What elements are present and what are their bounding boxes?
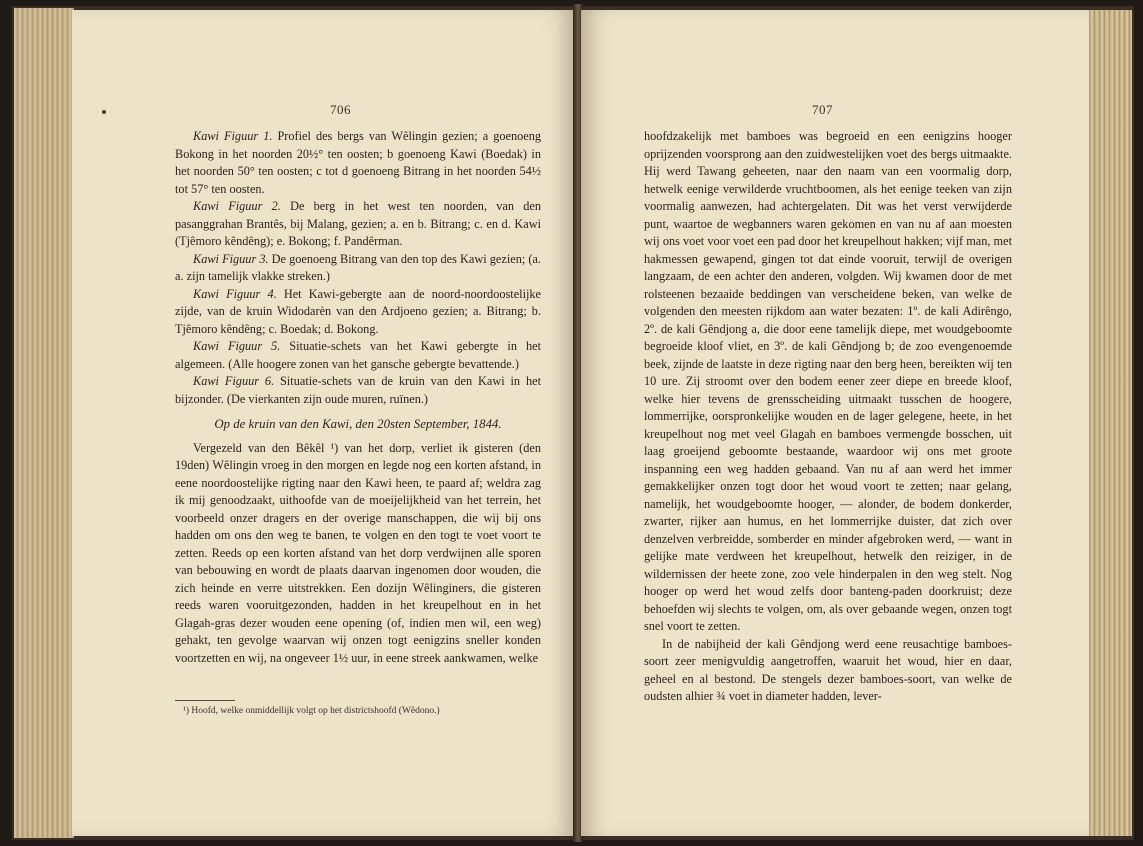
body-paragraph-continued: hoofdzakelijk met bamboes was begroeid en een eenigzins hooger oprijzenden voorsprong aan den zuidwestelijken voet des bergs uitmaakte. Hij werd Tawang geheeten, naar den naam van een voormalig dorp, hetwelk eenige verwilderde vruchtboomen, als het eenige teeken van zijn voormalig aanwezen, had achtergelaten. Dit was het verst verwijderde punt, waartoe de wegbanners waren gekomen en van nu af aan moesten wij ons voet voor voet een pad door het kreupelhout hakken; vijf man, met hakmessen gewapend, gingen tot dat einde vooruit, terwijl de overigen langzaam, de een achter den anderen, volgden. Wij kwamen door de met rolsteenen bezaaide beddingen van verscheidene beken, van welke de volgenden den meesten rijkdom aan water bezaten: 1º. de kali Adirêngo, 2º. de kali Gêndjong a, die door eene tamelijk diepe, met woudgeboomte begroeide kloof vliet, en 3º. de kali Gêndjong b; de zoo evengenoemde beek, zijnde de laatste in deze rigting naar den berg heen, bereikten wij ten 10 ure. Zij stroomt over den bodem eener zeer diepe en breede kloof, welke hier tevens de grensscheiding uitmaakt tusschen de hoogere, lommerrijke, oorspronkelijke wouden en de lager gelegene, heete, in het kreupelhout nog met veel Glagah en bamboes vermengde bosschen, uit laag groeijend geboomte bestaande, waardoor wij ons met groote inspanning een weg hadden gebaand. Van nu af aan werd het immer gemakkelijker onzen togt door het woud voort te zetten; naar gelang, namelijk, het woudgeboomte hooger, — alonder, de bodem donkerder, zwarter, rijker aan humus, en het lommerrijke duister, dat zich over denzelven verbreidde, somberder en minder afgebroken werd, — want in gelijke mate verdween het kreupelhout, hetwelk den reiziger, in de wildernissen der heete zone, zoo vele hinderpalen in den weg stelt. Nog hooger op werd het woud zelfs door banteng-paden doorkruist; deze behoefden wij slechts te volgen, om, als over gebaande wegen, onzen togt snel voort te zetten. — [644, 129, 1012, 633]
left-page — [72, 10, 575, 836]
footnote-rule — [175, 700, 235, 701]
caption-2: Kawi Figuur 2. De berg in het west ten noorden, van den pasanggrahan Brantês, bij Malang, gezien; a. en b. Bitrang; c. en d. Kawi (Tjêmoro kêndêng); e. Bokong; f. Pandêrman. — [175, 199, 542, 248]
footnote: ¹) Hoofd, welke onmiddellijk volgt op het districtshoofd (Wêdono.) — [183, 706, 440, 716]
page-number-left: 706 — [330, 102, 351, 117]
caption-1: Kawi Figuur 1. Profiel des bergs van Wêlingin gezien; a goenoeng Bokong in het noorden 20½° ten oosten; b goenoeng Kawi (Boedak) in het noorden 50° ten oosten; c tot d goenoeng Bitrang in het noorden 54½ tot 57° ten oosten. — [175, 129, 541, 196]
caption-3: Kawi Figuur 3. De goenoeng Bitrang van den top des Kawi gezien; (a. a. zijn tamelijk vlakke streken.) — [175, 251, 542, 283]
body-paragraph: In de nabijheid der kali Gêndjong werd eene reusachtige bamboes-soort zeer menigvuldig aangetroffen, waaruit het woud, hier en daar, geheel en al bestond. De stengels dezer bamboes-soort, van welke de oudsten alhier ¾ voet in diameter hadden, lever- — [644, 636, 1012, 703]
right-page — [581, 10, 1089, 836]
page-number-right: 707 — [812, 102, 833, 117]
caption-5: Kawi Figuur 5. Situatie-schets van het Kawi gebergte in het algemeen. (Alle hoogere zonen van het gansche gebergte bevattende.) — [175, 339, 541, 371]
right-page-edges — [1086, 10, 1132, 836]
left-page-edges — [14, 8, 74, 838]
caption-4: Kawi Figuur 4. Het Kawi-gebergte aan de noord-noordoostelijke zijde, van de kruin Widodarèn van den Ardjoeno gezien; a. Bitrang; b. Tjêmoro kêndêng; c. Boedak; d. Bokong. — [175, 286, 542, 336]
body-paragraph: Vergezeld van den Bêkêl ¹) van het dorp, verliet ik gisteren (den 19den) Wêlingin vroeg in den morgen en legde nog een korten afstand, in eene noordoostelijke rigting naar den Kawi heen, te paard af; weldra zag ik mij genoodzaakt, uithoofde van de moeijelijkheid van het terrein, het voorbeeld onzer dragers en der overige manschappen, die wij bij ons hadden om ons den weg te banen, te volgen en den togt te voet voort te zetten. Reeds op een korten afstand van het dorp verdwijnen alle sporen van bebouwing en wordt de plaats daarvan ingenomen door wouden, die zich heinde en verre uitstrekken. Een dozijn Wêlinginers, die gisteren reeds waren vooruitgezonden, hadden in het kreupelhout en in het Glagah-gras dezer wouden eene opening (of, indien men wil, een weg) gehakt, ten gevolge waarvan wij onzen togt eenigzins sneller konden voortzetten en wij, na ongeveer 1½ uur, in eene streek aankwamen, welke — [175, 440, 541, 665]
right-page-text — [644, 128, 1012, 706]
section-heading: Op de kruin van den Kawi, den 20sten September, 1844. — [214, 417, 502, 431]
left-page-text — [175, 128, 541, 667]
ink-speck — [102, 110, 106, 114]
caption-6: Kawi Figuur 6. Situatie-schets van de kruin van den Kawi in het bijzonder. (De vierkanten zijn oude muren, ruïnen.) — [175, 374, 542, 406]
